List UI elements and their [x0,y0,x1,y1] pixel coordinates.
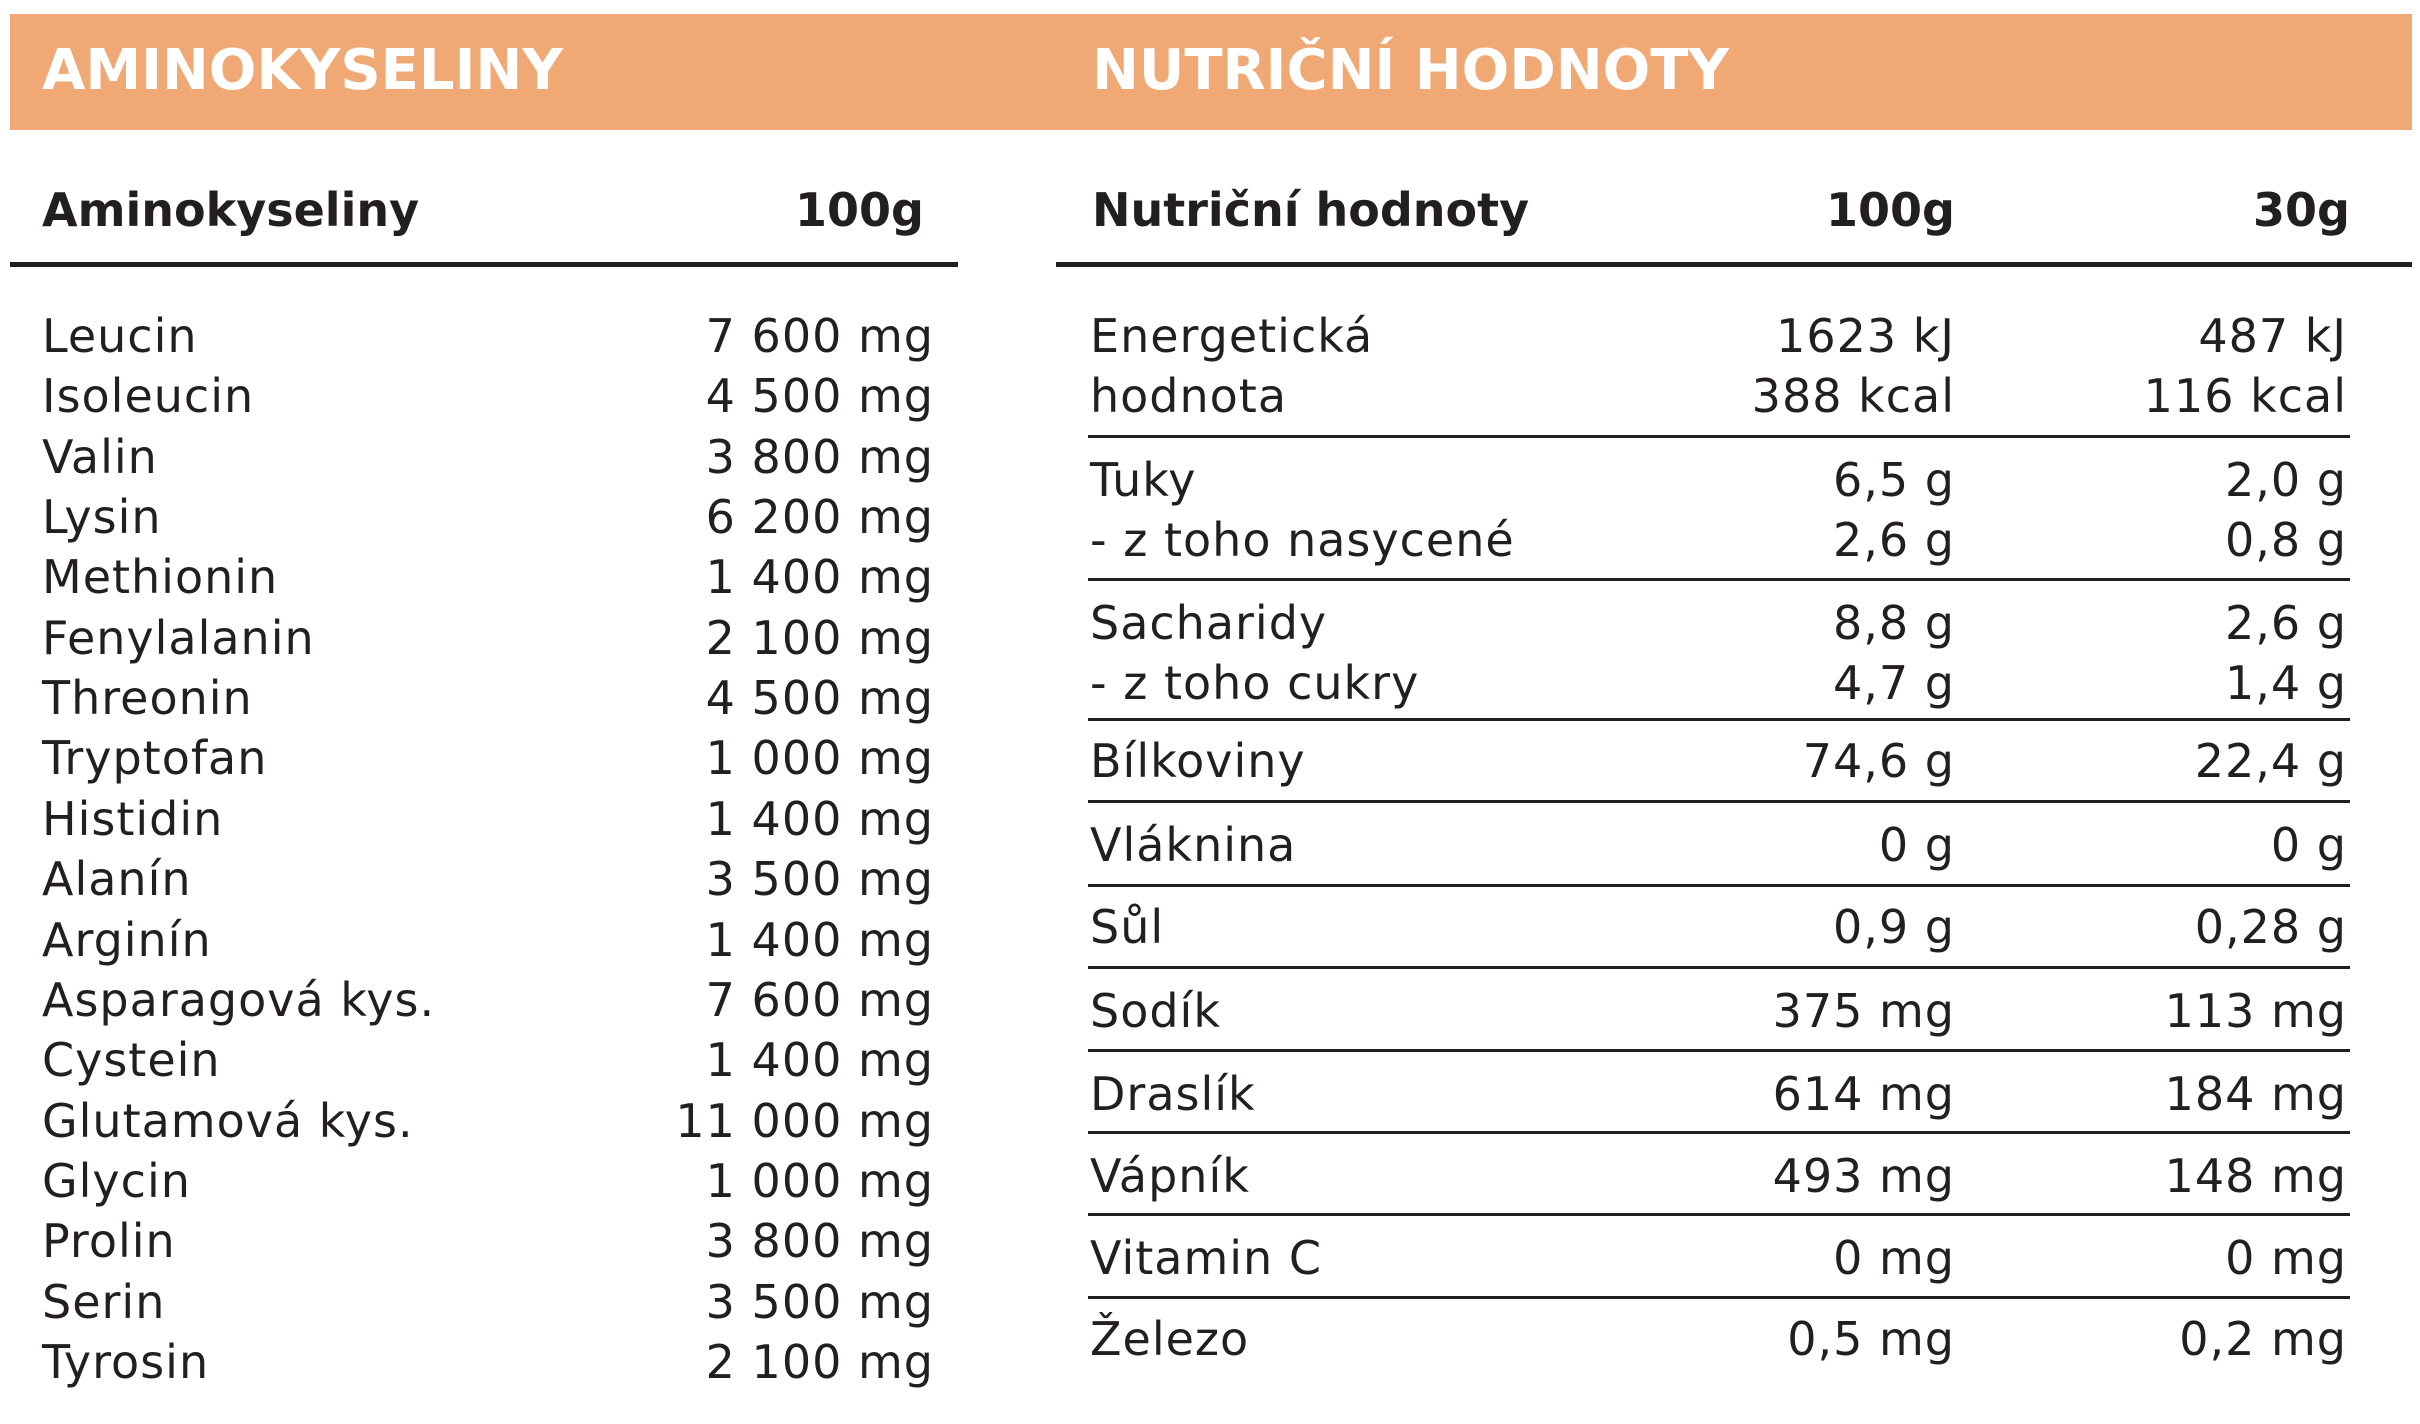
nutrition-value-30g [2165,1064,2347,1124]
table-row [1088,884,2350,969]
table-row [0,366,950,426]
amino-name: Arginín [42,912,212,967]
table-row [0,1332,950,1392]
amino-value: 1 400 mg [705,550,934,605]
table-row [0,1030,950,1090]
nutrition-value-30g-line: 2,6 g [2225,596,2347,650]
nutrition-value-30g-line: 0,2 mg [2179,1312,2347,1366]
nutrition-value-100g-line: 4,7 g [1833,656,1955,710]
table-row [1088,966,2350,1052]
amino-value: 2 100 mg [705,610,934,665]
nutrition-value-30g-line: 2,0 g [2225,453,2347,507]
nutrition-value-100g-line: 375 mg [1772,984,1955,1038]
amino-value: 3 800 mg [705,429,934,484]
table-row [0,608,950,668]
nutrition-name [1090,306,1373,426]
amino-name: Glutamová kys. [42,1093,414,1148]
amino-name-header: Aminokyseliny [42,183,420,237]
table-row [0,970,950,1030]
table-row [1088,800,2350,887]
amino-value: 1 000 mg [705,731,934,786]
nutrition-value-30g [2225,450,2347,570]
nutrition-name-line: Vitamin C [1090,1231,1322,1285]
nutrition-name-line: Sacharidy [1090,596,1328,650]
amino-name: Lysin [42,490,162,545]
nutrition-value-100g [1833,897,1955,957]
nutrition-name [1090,593,1419,713]
nutrition-name-line: Bílkoviny [1090,734,1306,788]
nutrition-value-30g [2225,1228,2347,1288]
nutrition-value-100g-line: 388 kcal [1751,369,1955,423]
nutrition-name-line: Sodík [1090,984,1221,1038]
table-row [1088,1296,2350,1384]
nutrition-name-header: Nutriční hodnoty [1092,183,1530,237]
nutrition-value-30g-line: 487 kJ [2198,309,2347,363]
nutrition-name [1090,1309,1249,1369]
nutrition-value-100g [1833,450,1955,570]
amino-value: 4 500 mg [705,369,934,424]
nutrition-value-100g [1773,1146,1955,1206]
amino-value: 4 500 mg [705,671,934,726]
amino-name: Threonin [42,671,253,726]
table-row [0,487,950,547]
amino-name: Fenylalanin [42,610,315,665]
nutrition-value-30g [2165,1146,2347,1206]
amino-section-title: AMINOKYSELINY [42,38,563,103]
nutrition-value-30g [2195,897,2347,957]
nutrition-value-100g-line: 614 mg [1772,1067,1955,1121]
nutrition-value-100g-line: 493 mg [1772,1149,1955,1203]
nutrition-value-30g [2165,981,2347,1041]
amino-name: Isoleucin [42,369,255,424]
table-row [1088,578,2350,721]
amino-name: Leucin [42,309,198,363]
nutrition-name-line: - z toho nasycené [1090,513,1515,567]
table-row [1088,1049,2350,1134]
amino-100g-header: 100g [795,183,924,237]
amino-name: Histidin [42,791,224,846]
amino-value: 1 400 mg [705,791,934,846]
nutrition-name-line: Vláknina [1090,818,1297,872]
nutrition-name [1090,1146,1250,1206]
nutrition-value-100g [1803,731,1955,791]
nutrition-value-100g [1773,981,1955,1041]
nutrition-value-100g [1833,1228,1955,1288]
nutrition-value-100g-line: 0 mg [1833,1231,1955,1285]
amino-value: 3 500 mg [705,852,934,907]
nutrition-value-100g-line: 74,6 g [1802,734,1955,788]
nutrition-name-line: Železo [1090,1312,1250,1366]
table-row [0,306,950,366]
nutrition-value-30g [2195,731,2347,791]
amino-name: Valin [42,429,158,484]
amino-name: Cystein [42,1033,221,1088]
nutrition-value-30g-line: 116 kcal [2143,369,2347,423]
amino-value: 1 400 mg [705,1033,934,1088]
nutrition-value-30g-line: 1,4 g [2225,656,2347,710]
amino-name: Tyrosin [42,1334,210,1389]
nutrition-value-30g-line: 184 mg [2164,1067,2347,1121]
nutrition-value-30g-line: 0 mg [2225,1231,2347,1285]
amino-name: Serin [42,1274,166,1329]
table-row [1088,1131,2350,1216]
nutrition-value-30g-line: 148 mg [2164,1149,2347,1203]
amino-value: 6 200 mg [705,490,934,545]
nutrition-value-30g-line: 113 mg [2164,984,2347,1038]
nutrition-name-line: - z toho cukry [1090,656,1420,710]
nutrition-value-100g [1879,815,1955,875]
nutrition-value-100g-line: 0,9 g [1833,900,1955,954]
nutrition-value-30g [2271,815,2347,875]
table-row [0,547,950,607]
nutrition-value-100g [1752,306,1955,426]
nutrition-value-30g [2179,1309,2347,1369]
nutrition-name [1090,1064,1256,1124]
table-row [0,789,950,849]
table-row [0,910,950,970]
nutrition-value-30g-line: 0,8 g [2225,513,2347,567]
table-row [0,1091,950,1151]
nutrition-name [1090,731,1306,791]
amino-value: 11 000 mg [675,1093,934,1148]
amino-value: 1 400 mg [705,912,934,967]
nutrition-value-30g-line: 0 g [2270,818,2347,872]
amino-name: Asparagová kys. [42,972,436,1027]
amino-name: Methionin [42,550,279,605]
nutrition-30g-header: 30g [2253,183,2350,237]
nutrition-value-30g-line: 22,4 g [2194,734,2347,788]
nutrition-value-100g-line: 8,8 g [1833,596,1955,650]
amino-name: Alanín [42,852,192,907]
table-row [1088,718,2350,803]
nutrition-100g-header: 100g [1826,183,1955,237]
nutrition-name [1090,1228,1322,1288]
amino-value: 1 000 mg [705,1153,934,1208]
nutrition-value-100g [1773,1064,1955,1124]
table-row [0,668,950,728]
table-row [1088,435,2350,581]
nutrition-name-line: Energetická [1090,309,1374,363]
amino-name: Glycin [42,1153,191,1208]
nutrition-value-100g [1833,593,1955,713]
nutrition-value-100g-line: 2,6 g [1833,513,1955,567]
nutrition-value-30g-line: 0,28 g [2194,900,2347,954]
nutrition-name-line: Tuky [1090,453,1197,507]
table-row [0,1151,950,1211]
table-row [0,1272,950,1332]
nutrition-name-line: Sůl [1090,900,1165,954]
nutrition-name [1090,450,1515,570]
table-row [0,728,950,788]
nutrition-name [1090,815,1296,875]
amino-value: 7 600 mg [705,309,934,363]
table-row [1088,1213,2350,1299]
nutrition-name-line: Draslík [1090,1067,1256,1121]
nutrition-value-100g-line: 1623 kJ [1776,309,1955,363]
nutrition-value-100g-line: 0,5 mg [1787,1312,1955,1366]
nutrition-value-100g-line: 6,5 g [1833,453,1955,507]
nutrition-name [1090,981,1221,1041]
nutrition-value-100g-line: 0 g [1878,818,1955,872]
table-row [0,427,950,487]
nutrition-section-title: NUTRIČNÍ HODNOTY [1092,38,1729,103]
amino-value: 3 800 mg [705,1214,934,1269]
nutrition-value-30g [2225,593,2347,713]
table-row [1088,306,2350,431]
nutrition-name-line: hodnota [1090,369,1288,423]
table-row [0,1211,950,1271]
amino-name: Tryptofan [42,731,268,786]
amino-name: Prolin [42,1214,176,1269]
amino-value: 3 500 mg [705,1274,934,1329]
nutrition-header-rule [1056,262,2412,267]
nutrition-name-line: Vápník [1090,1149,1250,1203]
amino-header-rule [10,262,958,267]
amino-value: 2 100 mg [705,1334,934,1389]
nutrition-name [1090,897,1164,957]
nutrition-value-100g [1787,1309,1955,1369]
table-row [0,849,950,909]
nutrition-value-30g [2144,306,2347,426]
amino-value: 7 600 mg [705,972,934,1027]
